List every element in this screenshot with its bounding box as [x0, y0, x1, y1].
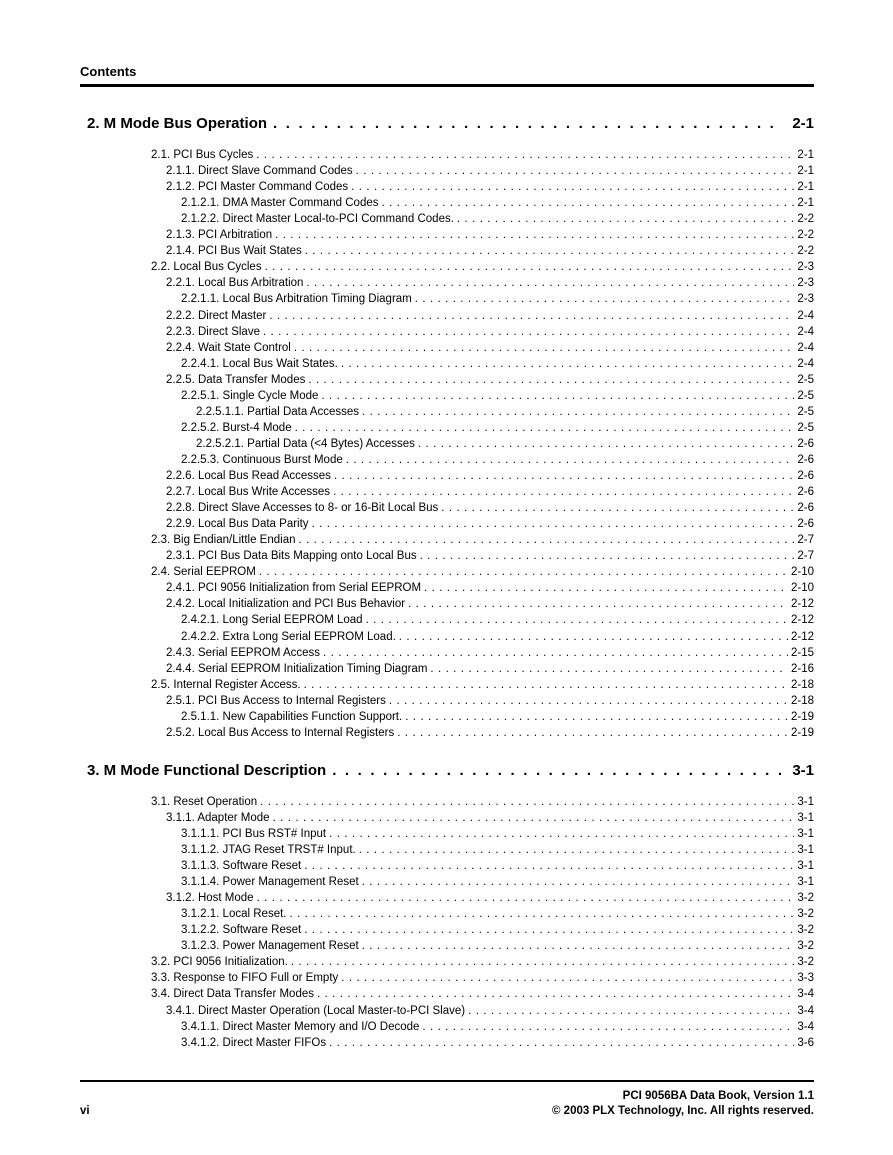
toc-entry[interactable] — [166, 485, 814, 500]
toc-entry-page: 3-1 — [797, 795, 814, 808]
toc-entry[interactable] — [181, 907, 814, 922]
toc-entry-title: 2.2.5.2. Burst-4 Mode — [181, 421, 292, 434]
toc-entry-page: 3-4 — [797, 1020, 814, 1033]
footer-info — [552, 1089, 814, 1119]
toc-entry-page: 2-6 — [797, 437, 814, 450]
toc-entry-page: 2-18 — [790, 694, 814, 707]
toc-entry-page: 2-15 — [790, 646, 814, 659]
toc-entry-title: 3. M Mode Functional Description — [87, 761, 327, 779]
toc-entry-page: 3-3 — [797, 972, 814, 985]
toc-entry-title: 2.2. Local Bus Cycles — [151, 261, 262, 274]
toc-entry-page: 2-10 — [790, 582, 814, 595]
toc-entry-title: 2.2.6. Local Bus Read Accesses — [166, 470, 331, 482]
dot-leader — [304, 859, 794, 874]
toc-entry-title: 2.5.2. Local Bus Access to Internal Registers — [166, 726, 395, 739]
toc-entry-title: 2.2.2. Direct Master — [166, 309, 267, 322]
toc-entry-title: 2.2.4.1. Local Bus Wait States. — [181, 357, 338, 370]
toc-entry-title: 2.2.7. Local Bus Write Accesses — [166, 486, 331, 499]
toc-entry-page: 3-2 — [797, 892, 814, 905]
footer-copyright: © 2003 PLX Technology, Inc. All rights reserved. — [552, 1105, 814, 1117]
toc-entry-page: 2-7 — [797, 550, 814, 563]
toc-entry-page: 2-1 — [797, 197, 814, 210]
toc-entry[interactable] — [166, 341, 814, 356]
toc-entry[interactable] — [166, 501, 814, 516]
toc-entry-title: 2.4.2. Local Initialization and PCI Bus Behavior — [166, 598, 406, 611]
dot-leader — [295, 421, 795, 436]
toc-entry-page: 2-10 — [790, 566, 814, 579]
toc-entry[interactable] — [181, 212, 814, 227]
toc-entry-title: 3.1.1.1. PCI Bus RST# Input — [181, 827, 327, 840]
toc-entry-title: 2.2.3. Direct Slave — [166, 325, 260, 338]
toc-entry[interactable] — [181, 453, 814, 468]
toc-entry-title: 3.1.1.3. Software Reset — [181, 860, 302, 873]
toc-entry[interactable] — [166, 891, 814, 906]
toc-entry-title: 2.1. PCI Bus Cycles — [151, 149, 254, 161]
dot-leader — [415, 292, 795, 307]
dot-leader — [329, 1036, 794, 1051]
toc-entry-title: 2.4.2.2. Extra Long Serial EEPROM Load. — [181, 630, 396, 643]
toc-entry-page: 2-19 — [790, 710, 814, 723]
toc-entry-title: 2.2.5. Data Transfer Modes — [166, 373, 306, 386]
toc-entry-page: 3-1 — [797, 860, 814, 873]
dot-leader — [259, 565, 788, 580]
toc-entry[interactable] — [166, 597, 814, 612]
toc-entry-page: 2-6 — [797, 518, 814, 531]
dot-leader — [317, 987, 794, 1002]
dot-leader — [468, 1004, 794, 1019]
toc-entry-title: 2.2.4. Wait State Control — [166, 341, 291, 354]
toc-entry[interactable] — [166, 581, 814, 596]
footer-rule — [80, 1080, 814, 1082]
toc-entry[interactable] — [151, 260, 814, 275]
toc-entry[interactable] — [166, 1004, 814, 1019]
toc-entry[interactable] — [166, 646, 814, 661]
toc-entry[interactable] — [166, 811, 814, 826]
toc-entry-page: 2-12 — [790, 614, 814, 627]
toc-entry-page: 2-2 — [797, 245, 814, 258]
toc-entry-page: 2-12 — [790, 630, 814, 643]
toc-entry[interactable] — [166, 662, 814, 677]
toc-entry-page: 3-2 — [797, 924, 814, 937]
toc-entry-title: 2.1.4. PCI Bus Wait States — [166, 245, 302, 258]
toc-entry-title: 2.1.2.2. Direct Master Local-to-PCI Command Codes. — [181, 213, 454, 226]
toc-entry[interactable] — [151, 987, 814, 1002]
toc-entry-page: 2-6 — [797, 470, 814, 482]
dot-leader — [291, 955, 795, 970]
toc-entry-page: 3-1 — [797, 827, 814, 840]
toc-entry-page: 3-1 — [792, 761, 814, 779]
toc-entry-title: 2.3. Big Endian/Little Endian — [151, 534, 296, 547]
toc-entry-page: 2-1 — [797, 149, 814, 161]
toc-entry-title: 2.2.5.3. Continuous Burst Mode — [181, 453, 343, 466]
toc-entry-page: 2-3 — [797, 277, 814, 290]
toc-entry[interactable] — [181, 196, 814, 211]
toc-entry-page: 3-2 — [797, 908, 814, 921]
toc-entry-title: 3.1.2.1. Local Reset. — [181, 908, 287, 921]
toc-entry[interactable] — [181, 630, 814, 645]
toc-entry-page: 3-4 — [797, 1004, 814, 1017]
dot-leader — [323, 646, 788, 661]
toc-entry[interactable] — [181, 1020, 814, 1035]
toc-entry-title: 3.1. Reset Operation — [151, 795, 258, 808]
dot-leader — [422, 1020, 794, 1035]
dot-leader — [306, 276, 794, 291]
toc-entry-title: 2. M Mode Bus Operation — [87, 115, 268, 132]
dot-leader — [424, 581, 788, 596]
toc-entry-title: 3.1.1.4. Power Management Reset — [181, 876, 359, 889]
toc-entry[interactable] — [166, 469, 814, 484]
toc-chapter-entry[interactable] — [87, 114, 814, 134]
toc-entry-title: 3.2. PCI 9056 Initialization. — [151, 956, 288, 969]
toc-entry-page: 2-19 — [790, 726, 814, 739]
dot-leader — [397, 726, 788, 741]
toc-entry-page: 2-6 — [797, 486, 814, 499]
toc-entry-title: 3.4.1. Direct Master Operation (Local Master-to-PCI Slave) — [166, 1004, 466, 1017]
dot-leader — [399, 630, 788, 645]
dot-leader — [351, 180, 794, 195]
footer-book-title: PCI 9056BA Data Book, Version 1.1 — [622, 1090, 814, 1102]
toc-entry-page: 3-4 — [797, 988, 814, 1001]
toc-entry-title: 2.4.2.1. Long Serial EEPROM Load — [181, 614, 363, 627]
running-header-label: Contents — [80, 64, 137, 79]
toc-entry-page: 3-1 — [797, 876, 814, 889]
toc-entry[interactable] — [166, 373, 814, 388]
toc-entry[interactable] — [151, 971, 814, 986]
toc-entry[interactable] — [151, 795, 814, 810]
toc-entry[interactable] — [181, 357, 814, 372]
toc-entry-page: 3-6 — [797, 1036, 814, 1049]
dot-leader — [389, 694, 788, 709]
dot-leader — [273, 114, 782, 134]
dot-leader — [289, 907, 794, 922]
toc-entry-title: 3.1.1. Adapter Mode — [166, 811, 270, 824]
toc-entry-title: 2.2.5.1. Single Cycle Mode — [181, 389, 319, 402]
toc-entry[interactable] — [196, 405, 814, 420]
dot-leader — [312, 517, 795, 532]
toc-entry-title: 2.2.5.1.1. Partial Data Accesses — [196, 405, 360, 418]
toc-entry-page: 2-1 — [792, 115, 814, 132]
toc-entry-page: 2-4 — [797, 357, 814, 370]
toc-entry-page: 3-1 — [797, 844, 814, 856]
dot-leader — [359, 843, 795, 858]
toc-entry-title: 2.2.1. Local Bus Arbitration — [166, 277, 304, 290]
toc-entry[interactable] — [181, 710, 814, 725]
toc-entry-page: 2-1 — [797, 181, 814, 194]
toc-entry[interactable] — [181, 843, 814, 858]
toc-entry[interactable] — [166, 549, 814, 564]
toc-entry[interactable] — [181, 421, 814, 436]
toc-entry-title: 2.1.3. PCI Arbitration — [166, 229, 273, 242]
toc-entry[interactable] — [151, 148, 814, 163]
toc-entry[interactable] — [181, 859, 814, 874]
toc-entry-title: 2.4.1. PCI 9056 Initialization from Serial EEPROM — [166, 582, 422, 595]
toc-entry-page: 2-4 — [797, 309, 814, 322]
toc-entry-title: 3.1.2.3. Power Management Reset — [181, 940, 359, 953]
dot-leader — [269, 309, 794, 324]
toc-entry-title: 2.4. Serial EEPROM — [151, 566, 256, 579]
toc-entry-page: 3-1 — [797, 811, 814, 824]
toc-entry-page: 2-12 — [790, 598, 814, 611]
dot-leader — [257, 891, 795, 906]
dot-leader — [341, 357, 795, 372]
toc-entry[interactable] — [181, 292, 814, 307]
dot-leader — [305, 244, 795, 259]
toc-entry-title: 3.1.2. Host Mode — [166, 892, 254, 905]
dot-leader — [294, 341, 795, 356]
toc-entry-page: 3-2 — [797, 940, 814, 953]
toc-entry-page: 2-6 — [797, 453, 814, 466]
dot-leader — [362, 405, 794, 420]
dot-leader — [256, 148, 794, 163]
toc-entry-title: 2.2.5.2.1. Partial Data (<4 Bytes) Accesses — [196, 437, 415, 450]
toc-entry[interactable] — [166, 694, 814, 709]
toc-entry[interactable] — [151, 533, 814, 548]
dot-leader — [321, 389, 794, 404]
dot-leader — [405, 710, 788, 725]
toc-entry-page: 2-5 — [797, 405, 814, 418]
dot-leader — [362, 939, 795, 954]
toc-entry[interactable] — [181, 827, 814, 842]
dot-leader — [334, 469, 794, 484]
toc-entry-page: 2-7 — [797, 534, 814, 547]
dot-leader — [346, 453, 795, 468]
dot-leader — [329, 827, 794, 842]
dot-leader — [304, 923, 794, 938]
dot-leader — [408, 597, 788, 612]
toc-entry-page: 2-1 — [797, 165, 814, 178]
toc-entry-title: 3.4. Direct Data Transfer Modes — [151, 988, 314, 1001]
toc-entry-page: 3-2 — [797, 956, 814, 969]
toc-entry-title: 2.4.3. Serial EEPROM Access — [166, 646, 321, 659]
toc-entry-title: 3.4.1.2. Direct Master FIFOs — [181, 1036, 327, 1049]
toc-entry[interactable] — [166, 309, 814, 324]
dot-leader — [260, 795, 794, 810]
toc-entry-page: 2-4 — [797, 341, 814, 354]
footer-page-number: vi — [80, 1105, 90, 1117]
toc-entry[interactable] — [151, 678, 814, 693]
toc-entry[interactable] — [166, 244, 814, 259]
toc-entry-title: 2.5.1.1. New Capabilities Function Support. — [181, 710, 403, 723]
toc-entry[interactable] — [181, 389, 814, 404]
dot-leader — [273, 811, 795, 826]
toc-entry-page: 2-5 — [797, 373, 814, 386]
toc-entry-title: 2.3.1. PCI Bus Data Bits Mapping onto Local Bus — [166, 550, 417, 563]
toc-entry[interactable] — [181, 613, 814, 628]
toc-entry[interactable] — [166, 228, 814, 243]
toc-entry-title: 3.3. Response to FIFO Full or Empty — [151, 972, 339, 985]
dot-leader — [441, 501, 794, 516]
dot-leader — [356, 164, 795, 179]
toc-entry-title: 2.2.9. Local Bus Data Parity — [166, 518, 309, 531]
dot-leader — [304, 678, 788, 693]
toc-entry-page: 2-6 — [797, 502, 814, 515]
toc-entry-page: 2-3 — [797, 261, 814, 274]
header-rule — [80, 84, 814, 87]
toc-entry[interactable] — [166, 325, 814, 340]
dot-leader — [341, 971, 794, 986]
toc-entry-page: 2-16 — [790, 662, 814, 675]
dot-leader — [382, 196, 795, 211]
dot-leader — [299, 533, 795, 548]
toc-entry[interactable] — [196, 437, 814, 452]
toc-entry[interactable] — [151, 565, 814, 580]
toc-entry-page: 2-5 — [797, 421, 814, 434]
toc-entry-title: 2.2.8. Direct Slave Accesses to 8- or 16-Bit Local Bus — [166, 502, 439, 515]
dot-leader — [457, 212, 794, 227]
dot-leader — [265, 260, 795, 275]
dot-leader — [418, 437, 794, 452]
toc-entry[interactable] — [181, 939, 814, 954]
toc-entry[interactable] — [151, 955, 814, 970]
dot-leader — [430, 662, 788, 677]
toc-entry[interactable] — [166, 726, 814, 741]
dot-leader — [332, 761, 782, 781]
toc-entry[interactable] — [166, 180, 814, 195]
dot-leader — [275, 228, 794, 243]
toc-entry-page: 2-3 — [797, 293, 814, 306]
toc-entry[interactable] — [181, 875, 814, 890]
toc-entry-title: 3.1.1.2. JTAG Reset TRST# Input. — [181, 844, 356, 856]
toc-entry[interactable] — [181, 1036, 814, 1051]
toc-entry-page: 2-2 — [797, 213, 814, 226]
toc-entry-page: 2-4 — [797, 325, 814, 338]
toc-entry[interactable] — [166, 164, 814, 179]
toc-entry[interactable] — [166, 276, 814, 291]
dot-leader — [333, 485, 794, 500]
toc-entry-title: 2.2.1.1. Local Bus Arbitration Timing Diagram — [181, 293, 412, 306]
toc-entry-title: 2.1.2. PCI Master Command Codes — [166, 181, 349, 194]
toc-entry-page: 2-18 — [790, 678, 814, 691]
toc-entry-title: 2.5.1. PCI Bus Access to Internal Registers — [166, 694, 386, 707]
toc-entry-title: 2.4.4. Serial EEPROM Initialization Timing Diagram — [166, 662, 428, 675]
toc-entry-page: 2-2 — [797, 229, 814, 242]
toc-entry-title: 2.1.1. Direct Slave Command Codes — [166, 165, 353, 178]
dot-leader — [420, 549, 795, 564]
dot-leader — [362, 875, 795, 890]
dot-leader — [366, 613, 788, 628]
toc-entry-page: 2-5 — [797, 389, 814, 402]
toc-entry-title: 3.1.2.2. Software Reset — [181, 924, 302, 937]
toc-entry[interactable] — [166, 517, 814, 532]
toc-chapter-entry[interactable] — [87, 761, 814, 781]
dot-leader — [308, 373, 794, 388]
toc-entry[interactable] — [181, 923, 814, 938]
toc-entry-title: 3.4.1.1. Direct Master Memory and I/O Decode — [181, 1020, 420, 1033]
toc-entry-title: 2.1.2.1. DMA Master Command Codes — [181, 197, 379, 210]
toc-entry-title: 2.5. Internal Register Access. — [151, 678, 301, 691]
dot-leader — [263, 325, 794, 340]
